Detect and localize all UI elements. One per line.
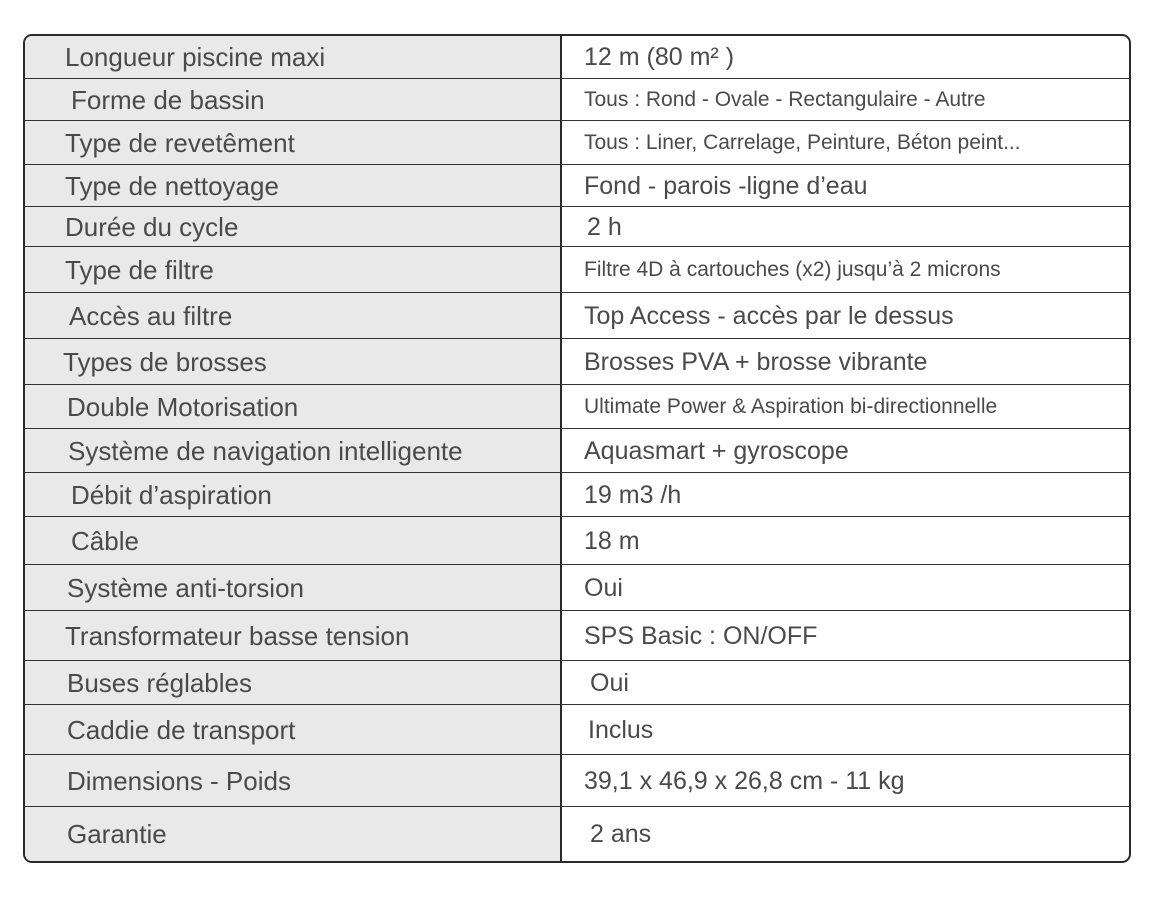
table-row <box>25 428 1129 473</box>
table-row <box>25 564 1129 611</box>
row-label: Caddie de transport <box>67 714 296 745</box>
table-row <box>25 206 1129 247</box>
row-label: Câble <box>71 525 139 556</box>
row-value: Ultimate Power & Aspiration bi-directionnelle <box>584 395 998 418</box>
row-value: Tous : Liner, Carrelage, Peinture, Béton peint... <box>584 131 1021 154</box>
row-label: Double Motorisation <box>67 391 299 422</box>
row-label: Durée du cycle <box>65 211 239 242</box>
table-row <box>25 292 1129 339</box>
row-label: Forme de bassin <box>71 84 265 115</box>
table-row <box>25 338 1129 385</box>
table-row <box>25 472 1129 517</box>
row-value: Inclus <box>588 715 654 744</box>
table-row <box>25 610 1129 661</box>
table-row <box>25 120 1129 165</box>
table-row <box>25 246 1129 293</box>
row-label: Type de nettoyage <box>65 170 279 201</box>
row-value: Oui <box>584 573 623 602</box>
table-row <box>25 660 1129 705</box>
row-label: Système anti-torsion <box>67 572 304 603</box>
spec-table <box>23 34 1131 863</box>
row-label: Débit d’aspiration <box>71 479 272 510</box>
row-label: Longueur piscine maxi <box>65 41 326 72</box>
row-value: Oui <box>590 668 629 697</box>
row-label: Type de revetêment <box>65 127 295 158</box>
row-label: Buses réglables <box>67 667 252 698</box>
row-value: Top Access - accès par le dessus <box>584 301 954 330</box>
row-value: Aquasmart + gyroscope <box>584 436 849 465</box>
row-label: Types de brosses <box>63 346 267 377</box>
table-row <box>25 384 1129 429</box>
row-label: Transformateur basse tension <box>65 620 410 651</box>
row-value: 19 m3 /h <box>584 480 682 509</box>
row-value: Filtre 4D à cartouches (x2) jusqu’à 2 microns <box>584 258 1001 281</box>
row-label: Type de filtre <box>65 254 214 285</box>
row-value: 2 ans <box>590 820 652 848</box>
row-label: Accès au filtre <box>69 300 233 331</box>
row-value: Fond - parois -ligne d’eau <box>584 171 868 200</box>
table-row <box>25 36 1129 78</box>
row-value: SPS Basic : ON/OFF <box>584 621 818 650</box>
row-value: 39,1 x 46,9 x 26,8 cm - 11 kg <box>584 766 905 795</box>
row-value: Brosses PVA + brosse vibrante <box>584 347 928 376</box>
row-label: Système de navigation intelligente <box>68 435 463 466</box>
table-row <box>25 806 1129 862</box>
row-label: Garantie <box>67 819 167 849</box>
row-value: 2 h <box>587 212 622 241</box>
table-row <box>25 78 1129 121</box>
row-value: 18 m <box>584 526 640 555</box>
table-row <box>25 754 1129 807</box>
table-row <box>25 704 1129 755</box>
table-row <box>25 516 1129 565</box>
row-value: 12 m (80 m² ) <box>584 42 735 71</box>
table-row <box>25 164 1129 207</box>
row-value: Tous : Rond - Ovale - Rectangulaire - Autre <box>584 88 986 111</box>
row-label: Dimensions - Poids <box>67 765 291 796</box>
